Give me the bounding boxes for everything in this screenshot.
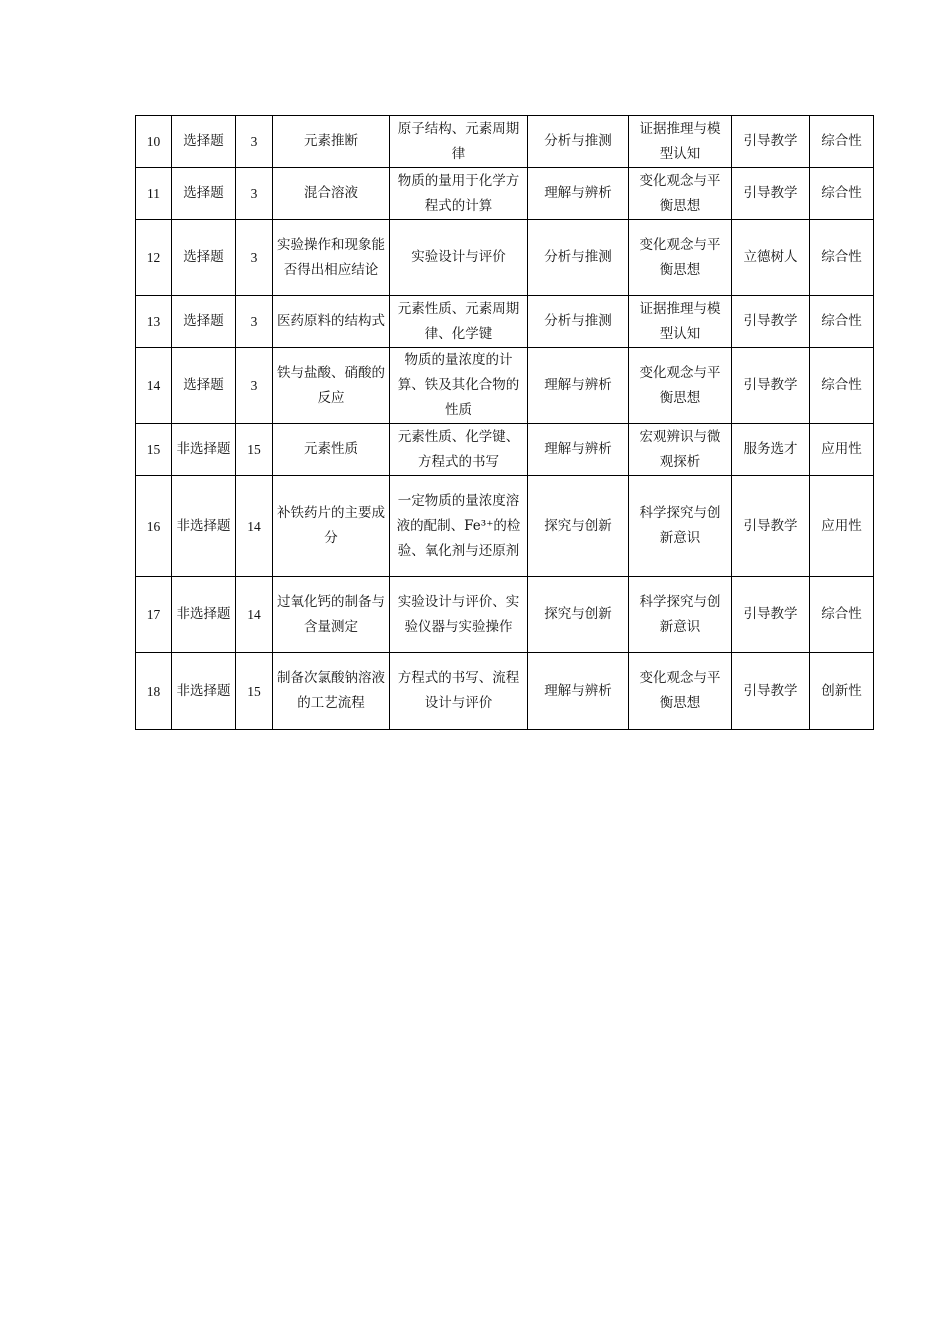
question-nature: 综合性	[810, 220, 874, 296]
question-type: 选择题	[172, 168, 236, 220]
question-nature: 综合性	[810, 577, 874, 653]
question-number: 13	[136, 296, 172, 348]
question-nature: 应用性	[810, 424, 874, 476]
ability-requirement: 分析与推测	[528, 116, 629, 168]
assessment-goal: 立德树人	[732, 220, 810, 296]
ability-requirement: 理解与辨析	[528, 348, 629, 424]
core-literacy: 宏观辨识与微观探析	[629, 424, 732, 476]
question-topic: 过氧化钙的制备与含量测定	[273, 577, 390, 653]
ability-requirement: 探究与创新	[528, 476, 629, 577]
knowledge-points: 方程式的书写、流程设计与评价	[390, 653, 528, 730]
core-literacy: 证据推理与模型认知	[629, 116, 732, 168]
question-nature: 综合性	[810, 296, 874, 348]
knowledge-points: 物质的量用于化学方程式的计算	[390, 168, 528, 220]
question-topic: 元素推断	[273, 116, 390, 168]
table-row	[136, 296, 874, 348]
question-topic: 医药原料的结构式	[273, 296, 390, 348]
question-type: 选择题	[172, 348, 236, 424]
question-type: 非选择题	[172, 424, 236, 476]
question-number: 10	[136, 116, 172, 168]
assessment-goal: 服务选才	[732, 424, 810, 476]
assessment-goal: 引导教学	[732, 476, 810, 577]
question-type: 非选择题	[172, 653, 236, 730]
knowledge-points: 实验设计与评价、实验仪器与实验操作	[390, 577, 528, 653]
question-nature: 综合性	[810, 116, 874, 168]
core-literacy: 证据推理与模型认知	[629, 296, 732, 348]
question-topic: 制备次氯酸钠溶液的工艺流程	[273, 653, 390, 730]
assessment-goal: 引导教学	[732, 168, 810, 220]
ability-requirement: 分析与推测	[528, 220, 629, 296]
question-score: 3	[236, 116, 273, 168]
core-literacy: 变化观念与平衡思想	[629, 348, 732, 424]
table-row	[136, 653, 874, 730]
question-score: 3	[236, 168, 273, 220]
knowledge-points: 一定物质的量浓度溶液的配制、Fe³⁺的检验、氧化剂与还原剂	[390, 476, 528, 577]
question-type: 非选择题	[172, 476, 236, 577]
core-literacy: 科学探究与创新意识	[629, 476, 732, 577]
ability-requirement: 探究与创新	[528, 577, 629, 653]
assessment-goal: 引导教学	[732, 296, 810, 348]
core-literacy: 变化观念与平衡思想	[629, 168, 732, 220]
question-score: 3	[236, 220, 273, 296]
question-score: 3	[236, 348, 273, 424]
question-nature: 应用性	[810, 476, 874, 577]
core-literacy: 变化观念与平衡思想	[629, 653, 732, 730]
core-literacy: 变化观念与平衡思想	[629, 220, 732, 296]
table-row	[136, 476, 874, 577]
question-score: 14	[236, 476, 273, 577]
knowledge-points: 物质的量浓度的计算、铁及其化合物的性质	[390, 348, 528, 424]
question-topic: 铁与盐酸、硝酸的反应	[273, 348, 390, 424]
assessment-goal: 引导教学	[732, 577, 810, 653]
question-number: 11	[136, 168, 172, 220]
question-topic: 混合溶液	[273, 168, 390, 220]
table-row	[136, 220, 874, 296]
question-type: 非选择题	[172, 577, 236, 653]
question-topic: 补铁药片的主要成分	[273, 476, 390, 577]
table-row	[136, 348, 874, 424]
table-row	[136, 577, 874, 653]
question-number: 17	[136, 577, 172, 653]
table-row	[136, 116, 874, 168]
question-number: 18	[136, 653, 172, 730]
question-nature: 综合性	[810, 168, 874, 220]
question-topic: 元素性质	[273, 424, 390, 476]
knowledge-points: 元素性质、元素周期律、化学键	[390, 296, 528, 348]
question-nature: 创新性	[810, 653, 874, 730]
question-number: 14	[136, 348, 172, 424]
question-nature: 综合性	[810, 348, 874, 424]
ability-requirement: 理解与辨析	[528, 653, 629, 730]
ability-requirement: 分析与推测	[528, 296, 629, 348]
question-score: 15	[236, 424, 273, 476]
exam-analysis-table	[135, 115, 874, 730]
question-type: 选择题	[172, 220, 236, 296]
question-number: 12	[136, 220, 172, 296]
question-number: 16	[136, 476, 172, 577]
assessment-goal: 引导教学	[732, 116, 810, 168]
assessment-goal: 引导教学	[732, 653, 810, 730]
question-score: 3	[236, 296, 273, 348]
table-row	[136, 168, 874, 220]
table-row	[136, 424, 874, 476]
question-score: 15	[236, 653, 273, 730]
question-type: 选择题	[172, 296, 236, 348]
ability-requirement: 理解与辨析	[528, 168, 629, 220]
question-score: 14	[236, 577, 273, 653]
core-literacy: 科学探究与创新意识	[629, 577, 732, 653]
question-type: 选择题	[172, 116, 236, 168]
question-topic: 实验操作和现象能否得出相应结论	[273, 220, 390, 296]
knowledge-points: 元素性质、化学键、方程式的书写	[390, 424, 528, 476]
knowledge-points: 原子结构、元素周期律	[390, 116, 528, 168]
question-number: 15	[136, 424, 172, 476]
ability-requirement: 理解与辨析	[528, 424, 629, 476]
knowledge-points: 实验设计与评价	[390, 220, 528, 296]
assessment-goal: 引导教学	[732, 348, 810, 424]
